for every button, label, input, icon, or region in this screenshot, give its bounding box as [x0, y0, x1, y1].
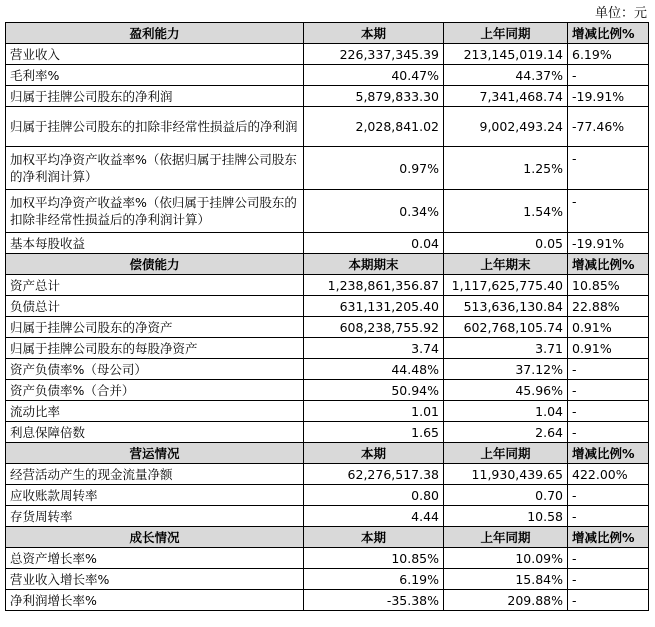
row-label-cell: 资产负债率%（合并）: [6, 380, 304, 401]
current-value-cell: 40.47%: [304, 65, 444, 86]
change-ratio-cell: -19.91%: [568, 233, 649, 254]
table-row: [6, 233, 649, 254]
current-value-cell: 10.85%: [304, 548, 444, 569]
header-cell: 本期: [304, 23, 444, 44]
change-ratio-cell: -: [568, 590, 649, 611]
table-row: [6, 190, 649, 233]
change-ratio-cell: -: [568, 422, 649, 443]
row-label-cell: 加权平均净资产收益率%（依据归属于挂牌公司股东的净利润计算）: [6, 147, 304, 190]
change-ratio-cell: 0.91%: [568, 317, 649, 338]
current-value-cell: 0.80: [304, 485, 444, 506]
prior-value-cell: 1.04: [444, 401, 568, 422]
row-label-cell: 归属于挂牌公司股东的净利润: [6, 86, 304, 107]
row-label-cell: 总资产增长率%: [6, 548, 304, 569]
prior-value-cell: 2.64: [444, 422, 568, 443]
prior-value-cell: 45.96%: [444, 380, 568, 401]
row-label-cell: 加权平均净资产收益率%（依归属于挂牌公司股东的扣除非经常性损益后的净利润计算）: [6, 190, 304, 233]
row-label-cell: 毛利率%: [6, 65, 304, 86]
change-ratio-cell: 22.88%: [568, 296, 649, 317]
current-value-cell: 608,238,755.92: [304, 317, 444, 338]
change-ratio-cell: -: [568, 190, 649, 233]
table-row: [6, 338, 649, 359]
section-header-row: [6, 23, 649, 44]
table-row: [6, 107, 649, 147]
row-label-cell: 经营活动产生的现金流量净额: [6, 464, 304, 485]
header-cell: 上年同期: [444, 443, 568, 464]
prior-value-cell: 1,117,625,775.40: [444, 275, 568, 296]
financial-indicators-table: [5, 22, 649, 611]
prior-value-cell: 209.88%: [444, 590, 568, 611]
prior-value-cell: 213,145,019.14: [444, 44, 568, 65]
prior-value-cell: 1.25%: [444, 147, 568, 190]
header-cell: 成长情况: [6, 527, 304, 548]
prior-value-cell: 1.54%: [444, 190, 568, 233]
table-row: [6, 296, 649, 317]
header-cell: 本期: [304, 527, 444, 548]
current-value-cell: 3.74: [304, 338, 444, 359]
change-ratio-cell: 6.19%: [568, 44, 649, 65]
table-row: [6, 422, 649, 443]
table-row: [6, 380, 649, 401]
row-label-cell: 流动比率: [6, 401, 304, 422]
row-label-cell: 负债总计: [6, 296, 304, 317]
section-header-row: [6, 443, 649, 464]
prior-value-cell: 7,341,468.74: [444, 86, 568, 107]
section-header-row: [6, 254, 649, 275]
unit-label: 单位：元: [594, 6, 647, 21]
row-label-cell: 营业收入: [6, 44, 304, 65]
change-ratio-cell: -77.46%: [568, 107, 649, 147]
current-value-cell: 1.65: [304, 422, 444, 443]
header-cell: 上年同期: [444, 527, 568, 548]
table-row: [6, 317, 649, 338]
prior-value-cell: 9,002,493.24: [444, 107, 568, 147]
row-label-cell: 应收账款周转率: [6, 485, 304, 506]
row-label-cell: 净利润增长率%: [6, 590, 304, 611]
current-value-cell: 2,028,841.02: [304, 107, 444, 147]
table-row: [6, 86, 649, 107]
current-value-cell: 0.34%: [304, 190, 444, 233]
row-label-cell: 资产负债率%（母公司）: [6, 359, 304, 380]
current-value-cell: 50.94%: [304, 380, 444, 401]
change-ratio-cell: 0.91%: [568, 338, 649, 359]
current-value-cell: -35.38%: [304, 590, 444, 611]
row-label-cell: 资产总计: [6, 275, 304, 296]
prior-value-cell: 0.05: [444, 233, 568, 254]
current-value-cell: 0.97%: [304, 147, 444, 190]
prior-value-cell: 513,636,130.84: [444, 296, 568, 317]
prior-value-cell: 37.12%: [444, 359, 568, 380]
change-ratio-cell: -: [568, 65, 649, 86]
change-ratio-cell: -: [568, 401, 649, 422]
prior-value-cell: 602,768,105.74: [444, 317, 568, 338]
current-value-cell: 4.44: [304, 506, 444, 527]
prior-value-cell: 44.37%: [444, 65, 568, 86]
prior-value-cell: 10.09%: [444, 548, 568, 569]
table-row: [6, 275, 649, 296]
row-label-cell: 营业收入增长率%: [6, 569, 304, 590]
change-ratio-cell: -: [568, 548, 649, 569]
change-ratio-cell: 10.85%: [568, 275, 649, 296]
prior-value-cell: 11,930,439.65: [444, 464, 568, 485]
table-row: [6, 548, 649, 569]
change-ratio-cell: -: [568, 569, 649, 590]
change-ratio-cell: -19.91%: [568, 86, 649, 107]
change-ratio-cell: -: [568, 485, 649, 506]
header-cell: 增减比例%: [568, 254, 649, 275]
row-label-cell: 基本每股收益: [6, 233, 304, 254]
table-row: [6, 401, 649, 422]
current-value-cell: 62,276,517.38: [304, 464, 444, 485]
table-row: [6, 359, 649, 380]
current-value-cell: 1,238,861,356.87: [304, 275, 444, 296]
row-label-cell: 归属于挂牌公司股东的每股净资产: [6, 338, 304, 359]
header-cell: 偿债能力: [6, 254, 304, 275]
current-value-cell: 631,131,205.40: [304, 296, 444, 317]
change-ratio-cell: -: [568, 359, 649, 380]
prior-value-cell: 10.58: [444, 506, 568, 527]
row-label-cell: 归属于挂牌公司股东的扣除非经常性损益后的净利润: [6, 107, 304, 147]
header-cell: 本期期末: [304, 254, 444, 275]
current-value-cell: 6.19%: [304, 569, 444, 590]
current-value-cell: 5,879,833.30: [304, 86, 444, 107]
table-row: [6, 147, 649, 190]
current-value-cell: 226,337,345.39: [304, 44, 444, 65]
change-ratio-cell: 422.00%: [568, 464, 649, 485]
row-label-cell: 利息保障倍数: [6, 422, 304, 443]
header-cell: 增减比例%: [568, 443, 649, 464]
prior-value-cell: 0.70: [444, 485, 568, 506]
row-label-cell: 存货周转率: [6, 506, 304, 527]
table-row: [6, 506, 649, 527]
current-value-cell: 1.01: [304, 401, 444, 422]
table-row: [6, 485, 649, 506]
change-ratio-cell: -: [568, 506, 649, 527]
prior-value-cell: 3.71: [444, 338, 568, 359]
header-cell: 上年同期: [444, 23, 568, 44]
table-row: [6, 590, 649, 611]
table-row: [6, 569, 649, 590]
header-cell: 增减比例%: [568, 23, 649, 44]
table-row: [6, 65, 649, 86]
table-row: [6, 44, 649, 65]
header-cell: 盈利能力: [6, 23, 304, 44]
current-value-cell: 44.48%: [304, 359, 444, 380]
row-label-cell: 归属于挂牌公司股东的净资产: [6, 317, 304, 338]
change-ratio-cell: -: [568, 380, 649, 401]
change-ratio-cell: -: [568, 147, 649, 190]
header-cell: 本期: [304, 443, 444, 464]
table-row: [6, 464, 649, 485]
header-cell: 上年期末: [444, 254, 568, 275]
header-cell: 增减比例%: [568, 527, 649, 548]
header-cell: 营运情况: [6, 443, 304, 464]
section-header-row: [6, 527, 649, 548]
prior-value-cell: 15.84%: [444, 569, 568, 590]
current-value-cell: 0.04: [304, 233, 444, 254]
